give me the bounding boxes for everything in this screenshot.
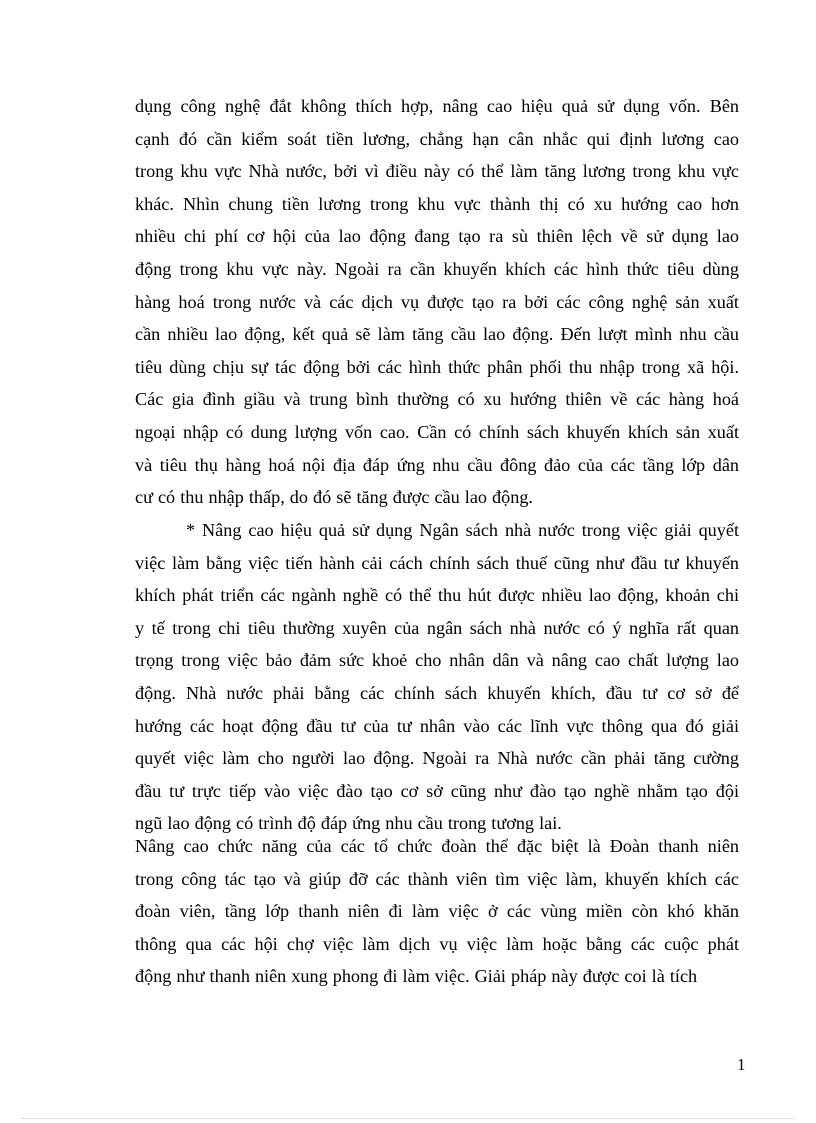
paragraph-youth-union — [135, 830, 739, 993]
text-line-indented: * Nâng cao hiệu quả sử dụng Ngân sách nhà nước trong việc giải quyết — [186, 520, 739, 540]
paragraph-economic-measures — [135, 90, 739, 514]
text-line: quyết việc làm cho người lao động. Ngoài ra Nhà nước cần phải tăng cường — [135, 748, 739, 769]
text-line: Các gia đình giầu và trung bình thường có xu hướng thiên về các hàng hoá — [135, 389, 739, 410]
text-line: khác. Nhìn chung tiền lương trong khu vực thành thị có xu hướng cao hơn — [135, 193, 739, 214]
text-line: trong công tác tạo và giúp đỡ các thành viên tìm việc làm, khuyến khích các — [135, 868, 739, 889]
text-line: cạnh đó cần kiểm soát tiền lương, chẳng hạn cân nhắc qui định lương cao — [135, 128, 739, 149]
text-line: động trong khu vực này. Ngoài ra cần khuyến khích các hình thức tiêu dùng — [135, 258, 739, 279]
text-line: và tiêu thụ hàng hoá nội địa đáp ứng nhu cầu đông đảo của các tầng lớp dân — [135, 454, 739, 475]
text-line: động. Nhà nước phải bằng các chính sách khuyến khích, đầu tư cơ sở để — [135, 682, 739, 703]
text-line: hàng hoá trong nước và các dịch vụ được tạo ra bởi các công nghệ sản xuất — [135, 291, 739, 312]
text-line: trong khu vực Nhà nước, bởi vì điều này có thể làm tăng lương trong khu vực — [135, 161, 739, 182]
text-line: ngũ lao động có trình độ đáp ứng nhu cầu trong tương lai. — [135, 813, 562, 834]
text-line: đoàn viên, tầng lớp thanh niên đi làm việc ở các vùng miền còn khó khăn — [135, 901, 739, 922]
text-line: dụng công nghệ đắt không thích hợp, nâng cao hiệu quả sử dụng vốn. Bên — [135, 96, 739, 116]
text-line: thông qua các hội chợ việc làm dịch vụ việc làm hoặc bằng các cuộc phát — [135, 933, 739, 954]
text-line: cần nhiều lao động, kết quả sẽ làm tăng cầu lao động. Đến lượt mình nhu cầu — [135, 324, 739, 345]
text-line: đầu tư trực tiếp vào việc đào tạo cơ sở cũng như đào tạo nghề nhằm tạo đội — [135, 780, 739, 801]
text-line: động như thanh niên xung phong đi làm việc. Giải pháp này được coi là tích — [135, 966, 698, 987]
text-line: trọng trong việc bảo đảm sức khoẻ cho nhân dân và nâng cao chất lượng lao — [135, 650, 739, 671]
text-line: tiêu dùng chịu sự tác động bởi các hình thức phân phối thu nhập trong xã hội. — [135, 356, 739, 377]
text-line: Nâng cao chức năng của các tổ chức đoàn thể đặc biệt là Đoàn thanh niên — [135, 836, 739, 856]
text-line: y tế trong chi tiêu thường xuyên của ngân sách nhà nước có ý nghĩa rất quan — [135, 617, 739, 638]
text-line: cư có thu nhập thấp, do đó sẽ tăng được cầu lao động. — [135, 487, 533, 508]
text-line: ngoại nhập có dung lượng vốn cao. Cần có chính sách khuyến khích sản xuất — [135, 421, 739, 442]
page-number: 1 — [737, 1055, 746, 1074]
paragraph-state-budget — [135, 514, 739, 840]
page-bottom-divider — [22, 1118, 794, 1119]
text-line: khích phát triển các ngành nghề có thể thu hút được nhiều lao động, khoản chi — [135, 585, 739, 606]
text-line: hướng các hoạt động đầu tư của tư nhân vào các lĩnh vực thông qua đó giải — [135, 715, 739, 736]
text-line: nhiều chi phí cơ hội của lao động đang tạo ra sù thiên lệch về sử dụng lao — [135, 226, 739, 247]
text-line: việc làm bằng việc tiến hành cải cách chính sách thuế cũng như đầu tư khuyến — [135, 552, 739, 573]
